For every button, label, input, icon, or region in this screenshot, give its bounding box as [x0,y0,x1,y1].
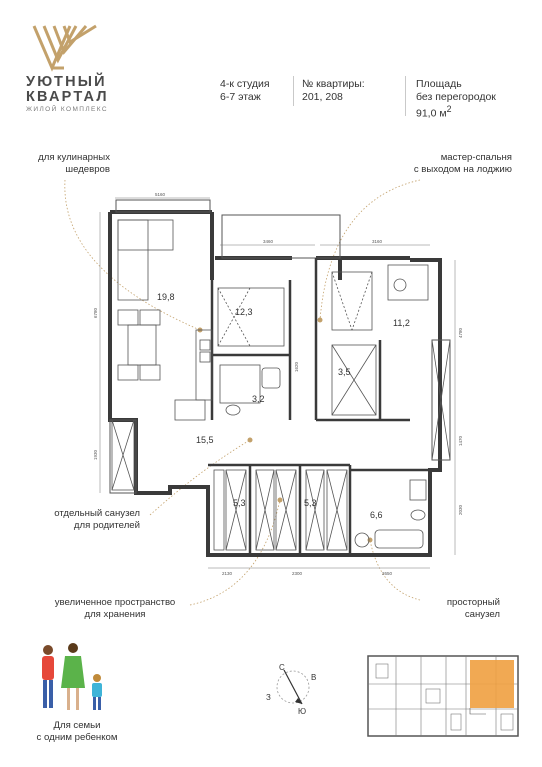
highlighted-apartment [470,660,514,708]
dim-bottom-1: 2130 [222,571,233,576]
room-area-bedroom3: 5,3 [304,498,317,508]
room-area-bedroom1: 12,3 [235,307,253,317]
mother-figure [61,643,85,710]
callout-text: с выходом на лоджию [413,164,512,175]
brand-name: УЮТНЫЙ КВАРТАЛ [26,74,109,105]
dim-right-mid: 1470 [458,435,463,446]
callout-text: для хранения [84,609,146,620]
family-illustration [35,640,115,715]
dim-right-lower: 2030 [458,504,463,515]
apartment-numbers-label: № квартиры: [302,78,365,90]
floor-range: 6-7 этаж [220,90,261,103]
room-area-bath-big: 6,6 [370,510,383,520]
callout-text: для родителей [73,520,140,531]
room-area-bath-small: 3,2 [252,394,265,404]
callout-text: Для семьи [53,720,101,731]
callout-text: санузел [464,609,500,620]
brand-subtitle: ЖИЛОЙ КОМПЛЕКС [26,106,108,113]
apartment-numbers-value: 201, 208 [302,90,343,103]
callout-text: с одним ребенком [36,732,118,743]
room-area-hall: 15,5 [196,435,214,445]
dim-left-lower: 1930 [93,449,98,460]
room-area-bedroom2: 5,3 [233,498,246,508]
compass-south: Ю [298,707,307,716]
floor-key-plan [366,654,526,739]
callout-text: просторный [446,597,500,608]
dim-top-mid: 3460 [263,239,274,244]
callout-text: увеличенное пространство [54,597,176,608]
callout-text: мастер-спальня [440,152,512,163]
apartment-type-line: 4-к студия [220,78,270,90]
area-number: 91,0 м [416,107,447,120]
dim-right-upper: 4780 [458,327,463,338]
dim-left-upper: 6780 [93,307,98,318]
dim-bottom-2: 2300 [292,571,303,576]
callout-text: шедевров [65,164,110,175]
dim-bottom-3: 2650 [382,571,393,576]
compass-north: С [279,663,285,672]
room-area-kitchen: 19,8 [157,292,175,302]
callout-text: отдельный санузел [54,508,140,519]
compass-west: З [266,693,271,702]
callout-text: для кулинарных [38,152,110,163]
room-area-wardrobe: 3,5 [338,367,351,377]
child-figure [92,674,102,710]
dim-inner: 1620 [294,361,299,372]
compass-east: В [311,673,317,682]
dim-top-left: 5160 [155,192,166,197]
compass [262,656,324,718]
father-figure [42,645,54,708]
room-area-master: 11,2 [393,318,410,328]
area-unit-sup: 2 [446,104,452,114]
area-label: Площадь [416,78,462,90]
dim-top-right: 3160 [372,239,383,244]
area-label-sub: без перегородок [416,90,496,103]
